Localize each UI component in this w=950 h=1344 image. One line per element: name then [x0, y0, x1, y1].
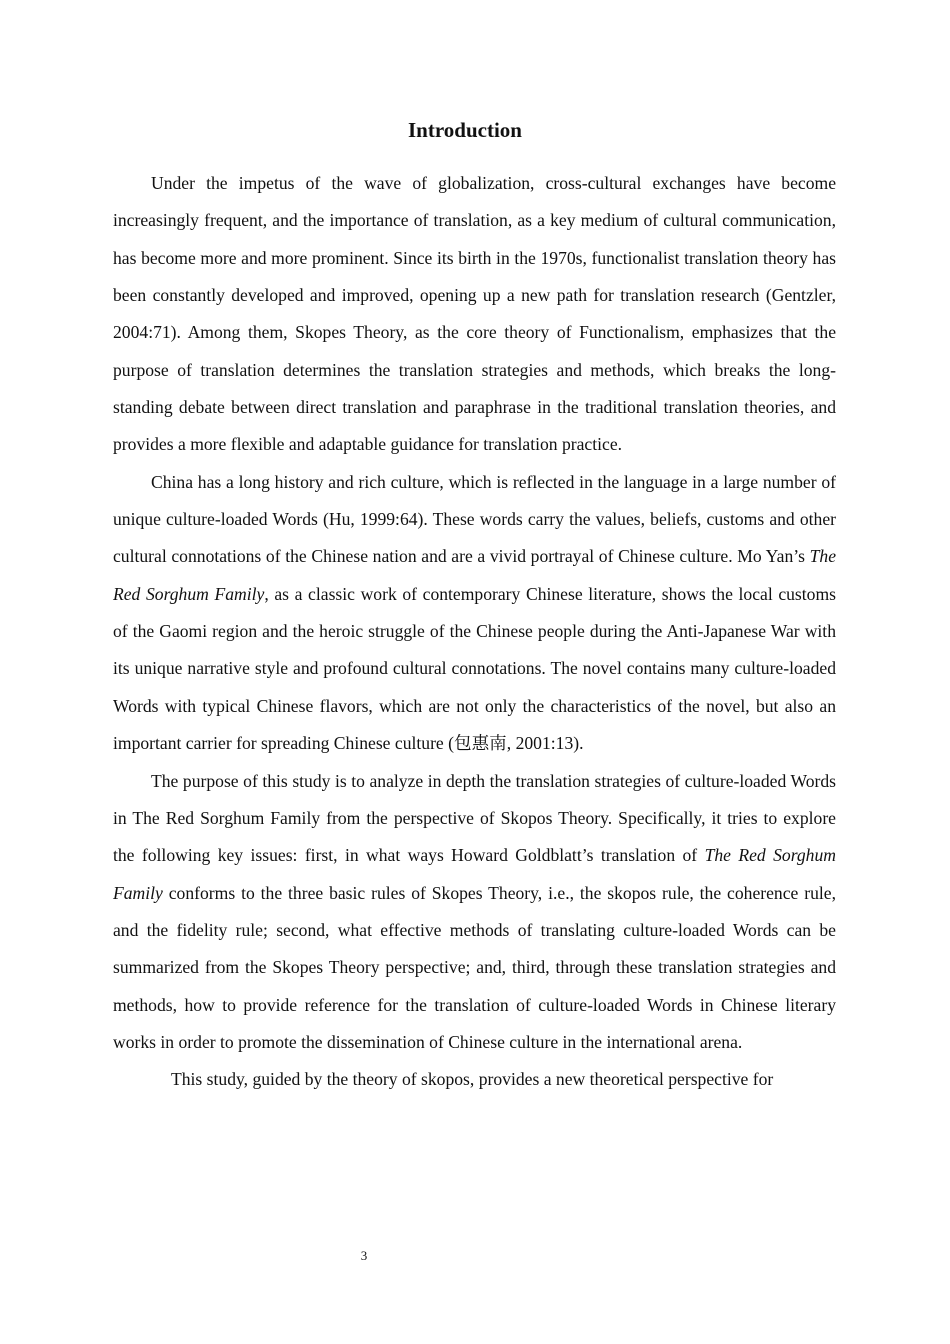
- paragraph-chinese-culture: [113, 464, 836, 763]
- paragraph-globalization: Under the impetus of the wave of globalization, cross-cultural exchanges have become increasingly frequent, and the importance of translation, as a key medium of cultural communication, has become more and more prominent. Since its birth in the 1970s, functionalist translation theory has been constantly developed and improved, opening up a new path for translation research (Gentzler, 2004:71). Among them, Skopes Theory, as the core theory of Functionalism, emphasizes that the purpose of translation determines the translation strategies and methods, which breaks the long-standing debate between direct translation and paraphrase in the traditional translation theories, and provides a more flexible and adaptable guidance for translation practice.: [113, 173, 836, 455]
- paragraph-text-segment: conforms to the three basic rules of Skopes Theory, i.e., the skopos rule, the coherence rule, and the fidelity rule; second, what effective methods of translating culture-loaded Words can be summarized from the Skopes Theory perspective; and, third, through these translation strategies and methods, how to provide reference for the translation of culture-loaded Words in Chinese literary works in order to promote the dissemination of Chinese culture in the international arena.: [113, 882, 836, 1052]
- section-title: Introduction: [408, 118, 522, 142]
- paragraph-text-segment: , as a classic work of contemporary Chinese literature, shows the local customs of the Gaomi region and the heroic struggle of the Chinese people during the Anti-Japanese War with its unique narrative style and profound cultural connotations. The novel contains many culture-loaded Words with typical Chinese flavors, which are not only the characteristics of the novel, but also an important carrier for spreading Chinese culture (包惠南, 2001:13).: [113, 583, 836, 754]
- paragraph-study-purpose: [113, 763, 836, 1062]
- page-number: 3: [360, 1248, 368, 1263]
- paragraph-theoretical-perspective: This study, guided by the theory of skopos, provides a new theoretical perspective for: [171, 1069, 774, 1090]
- book-title-italic: The Red Sorghum Family: [113, 546, 836, 604]
- body-text: [113, 165, 836, 1099]
- book-title-italic: The Red Sorghum Family: [113, 845, 836, 903]
- paragraph-text-segment: China has a long history and rich culture, which is reflected in the language in a large number of unique culture-loaded Words (Hu, 1999:64). These words carry the values, beliefs, customs and other cultural connotations of the Chinese nation and are a vivid portrayal of Chinese culture. Mo Yan’s: [113, 471, 836, 567]
- paragraph-text-segment: The purpose of this study is to analyze in depth the translation strategies of culture-loaded Words in The Red Sorghum Family from the perspective of Skopos Theory. Specifically, it tries to explore the following key issues: first, in what ways Howard Goldblatt’s translation of: [113, 770, 836, 866]
